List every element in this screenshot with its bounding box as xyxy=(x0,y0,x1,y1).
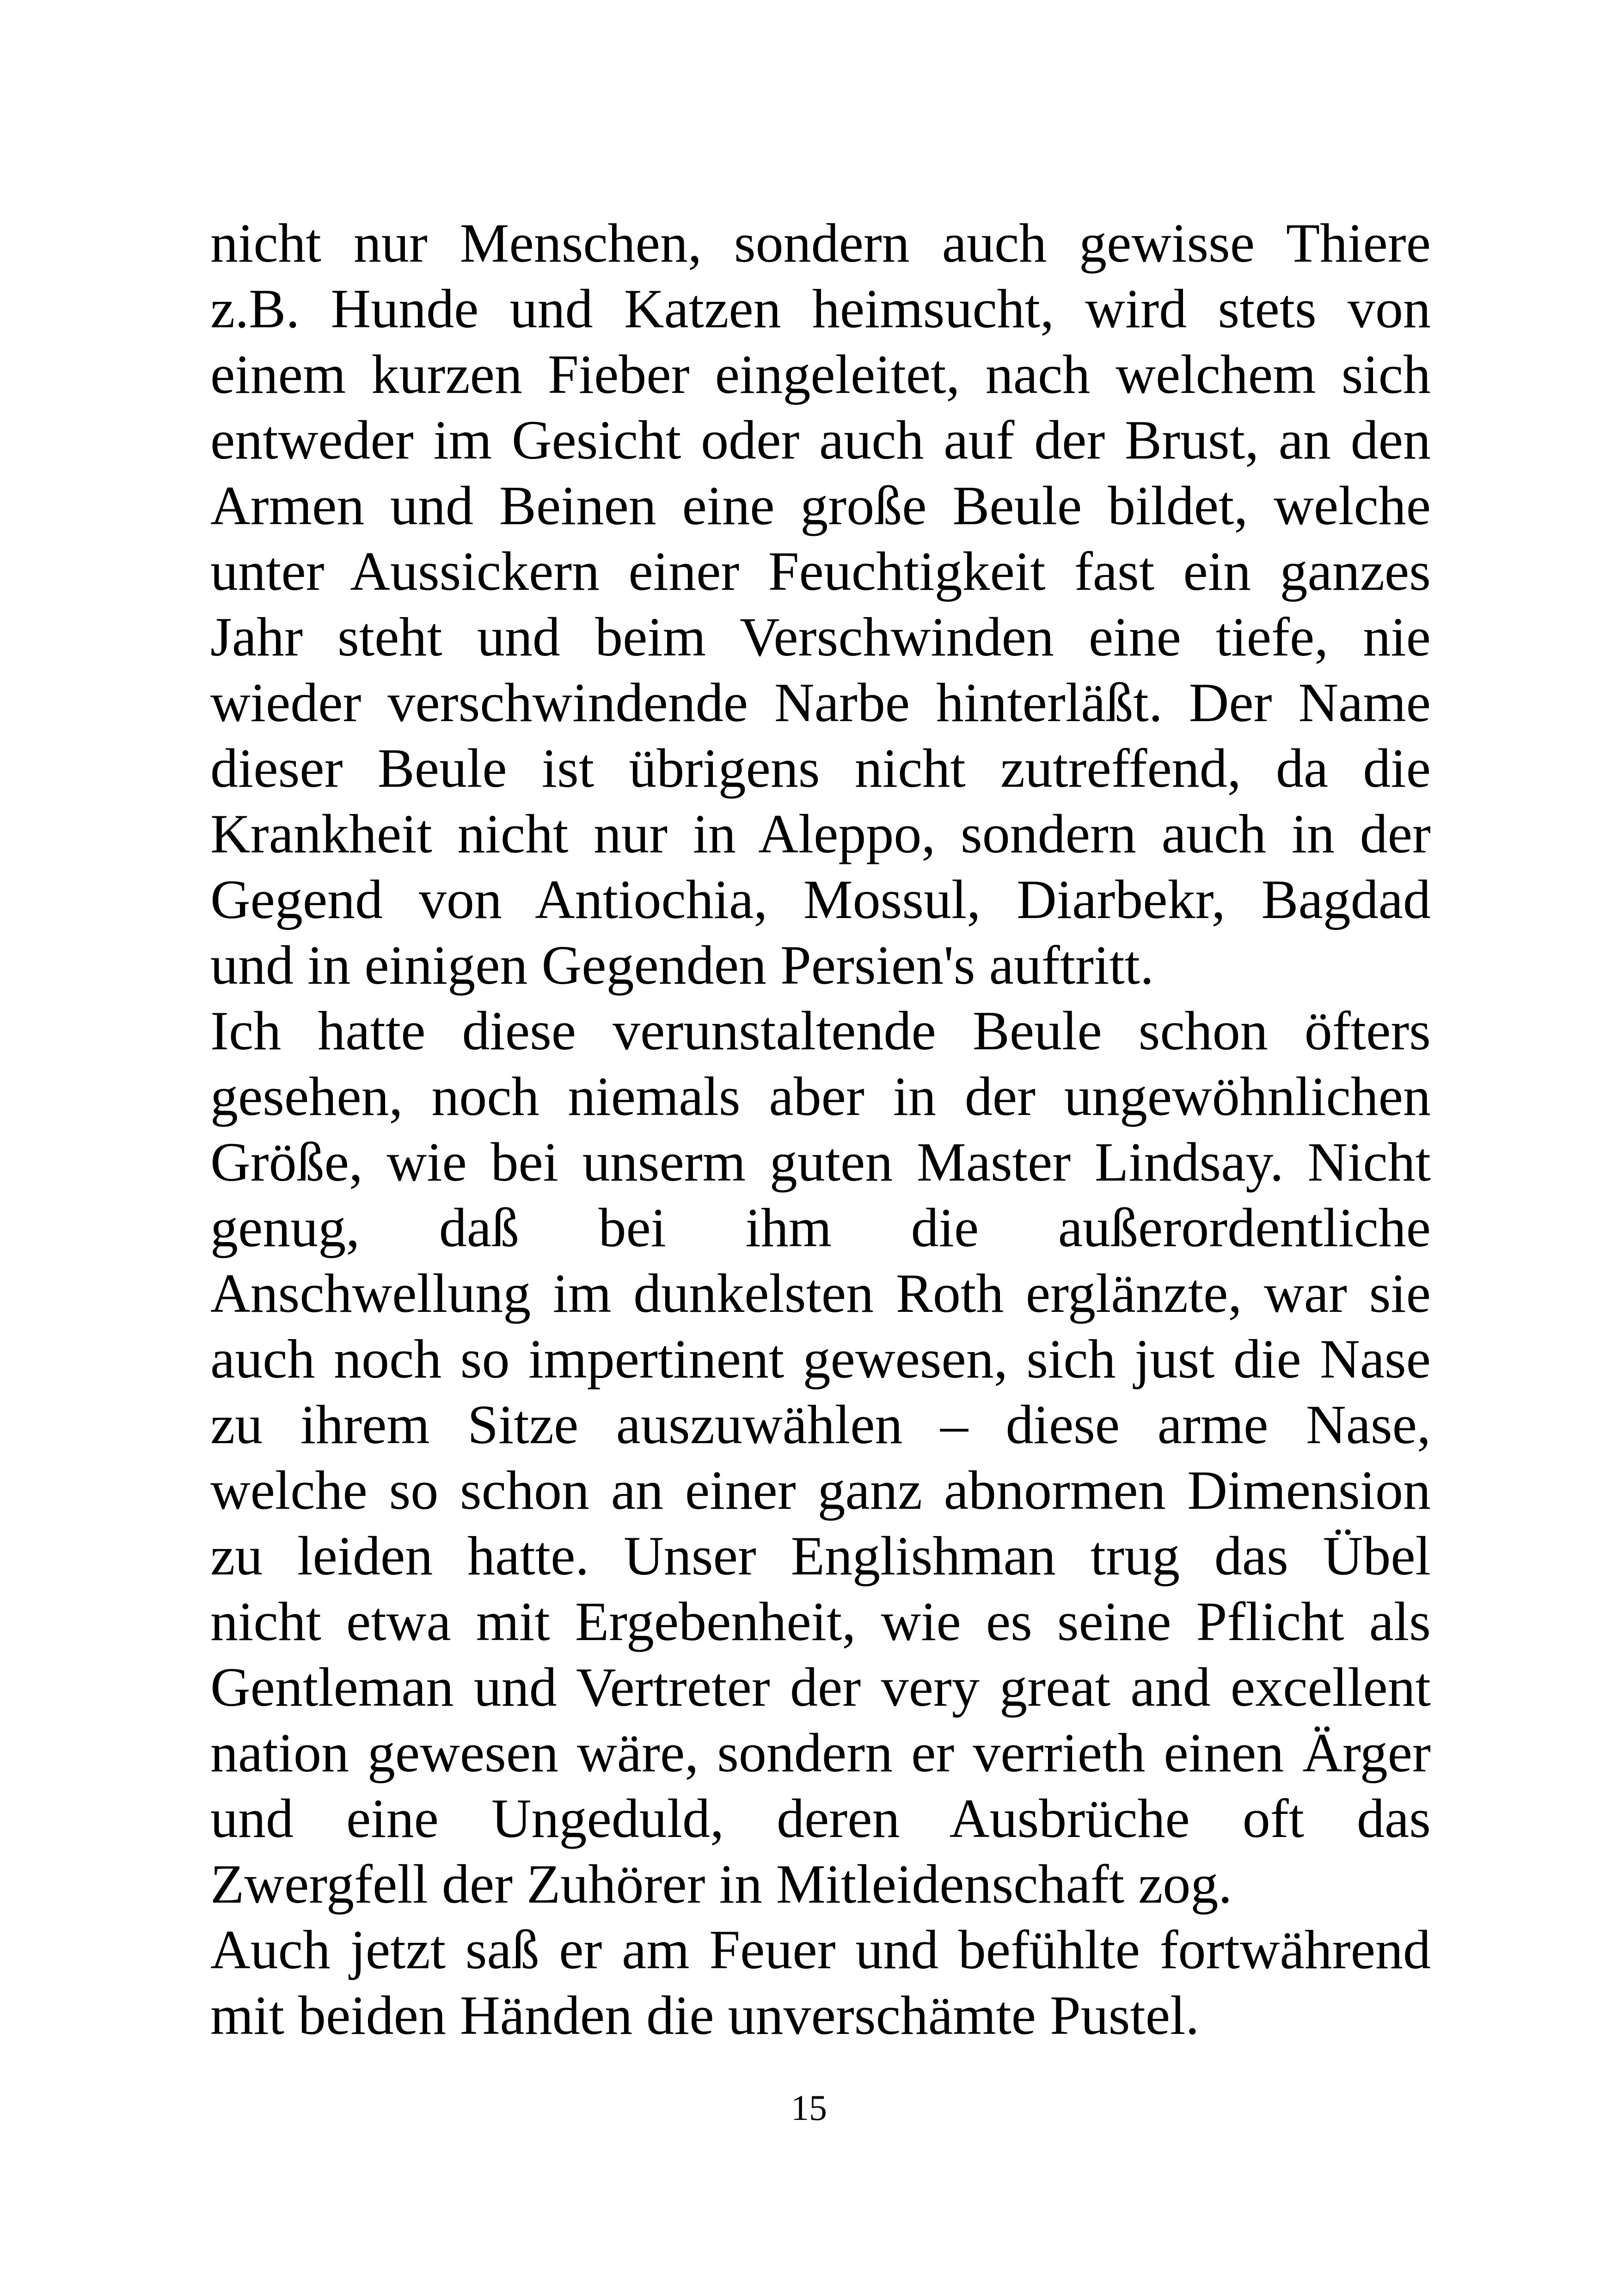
text-line: nicht etwa mit Ergebenheit, wie es seine Pflicht als xyxy=(210,1591,1431,1652)
text-line: zu ihrem Sitze auszuwählen – diese arme Nase, xyxy=(210,1394,1431,1455)
text-line: wieder verschwindende Narbe hinterläßt. Der Name xyxy=(210,672,1431,733)
text-line: Anschwellung im dunkelsten Roth erglänzte, war sie xyxy=(210,1262,1431,1324)
text-line: Gentleman und Vertreter der very great and excellent xyxy=(210,1656,1431,1718)
page-number: 15 xyxy=(791,2088,827,2128)
text-line: Armen und Beinen eine große Beule bildet, welche xyxy=(210,475,1431,536)
paragraph-2 xyxy=(210,998,1431,1917)
text-line: welche so schon an einer ganz abnormen Dimension xyxy=(210,1459,1431,1521)
paragraph-1 xyxy=(210,210,1431,998)
body-text xyxy=(210,210,1431,2048)
text-line: dieser Beule ist übrigens nicht zutreffend, da die xyxy=(210,737,1431,799)
text-line: z.B. Hunde und Katzen heimsucht, wird stets von xyxy=(210,278,1431,339)
text-line: zu leiden hatte. Unser Englishman trug das Übel xyxy=(210,1525,1431,1586)
paragraph-3 xyxy=(210,1917,1431,2048)
text-line: entweder im Gesicht oder auch auf der Brust, an den xyxy=(210,409,1431,471)
text-line: gesehen, noch niemals aber in der ungewöhnlichen xyxy=(210,1065,1431,1127)
text-line: auch noch so impertinent gewesen, sich just die Nase xyxy=(210,1328,1431,1390)
text-line: Größe, wie bei unserm guten Master Lindsay. Nicht xyxy=(210,1131,1431,1193)
text-line: nicht nur Menschen, sondern auch gewisse Thiere xyxy=(210,212,1431,274)
text-line: nation gewesen wäre, sondern er verrieth einen Ärger xyxy=(210,1722,1431,1783)
text-line: Jahr steht und beim Verschwinden eine tiefe, nie xyxy=(210,606,1431,667)
text-line: Ich hatte diese verunstaltende Beule schon öfters xyxy=(210,1000,1431,1061)
text-line: unter Aussickern einer Feuchtigkeit fast ein ganzes xyxy=(210,540,1431,602)
text-line: Auch jetzt saß er am Feuer und befühlte fortwährend xyxy=(210,1919,1431,1980)
text-line: mit beiden Händen die unverschämte Pustel. xyxy=(210,1984,1200,2046)
text-line: einem kurzen Fieber eingeleitet, nach welchem sich xyxy=(210,343,1431,405)
text-line: und eine Ungeduld, deren Ausbrüche oft das xyxy=(210,1788,1431,1849)
text-line: Zwergfell der Zuhörer in Mitleidenschaft zog. xyxy=(210,1853,1232,1915)
text-line: Krankheit nicht nur in Aleppo, sondern auch in der xyxy=(210,803,1431,864)
text-line: und in einigen Gegenden Persien's auftritt. xyxy=(210,934,1154,996)
text-line: Gegend von Antiochia, Mossul, Diarbekr, Bagdad xyxy=(210,869,1431,930)
text-line: genug, daß bei ihm die außerordentliche xyxy=(210,1197,1431,1258)
